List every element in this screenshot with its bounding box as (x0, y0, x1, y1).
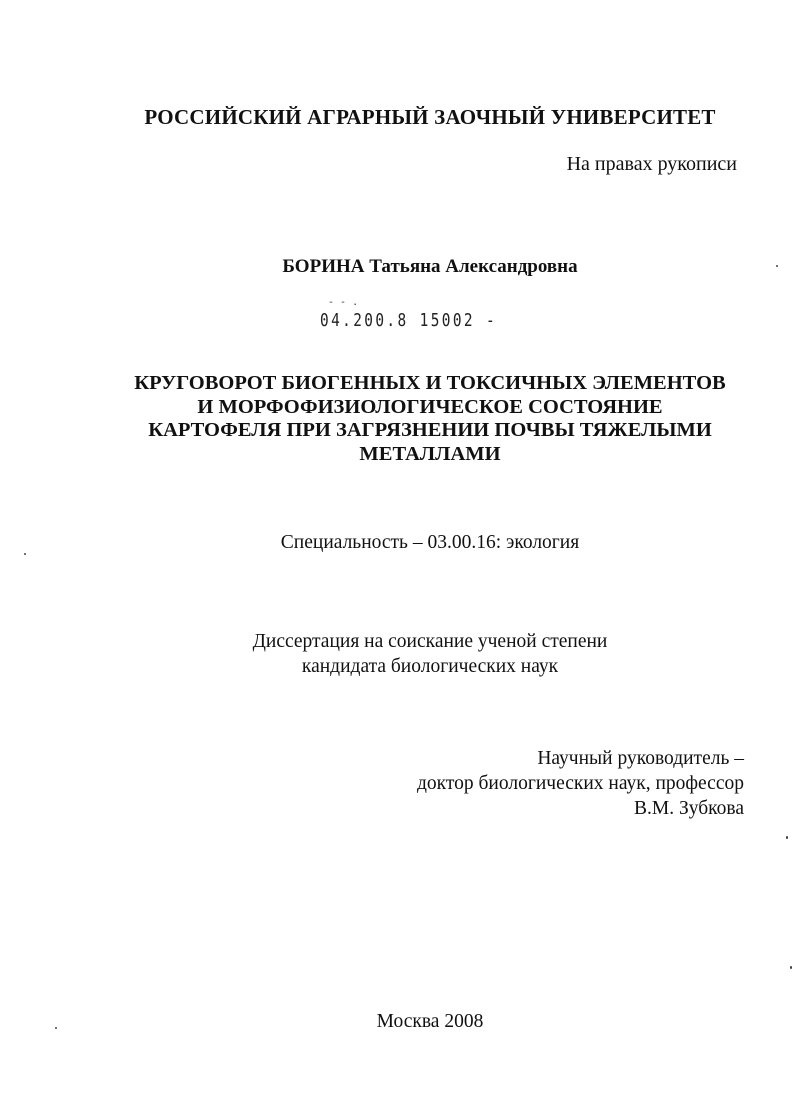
university-name: РОССИЙСКИЙ АГРАРНЫЙ ЗАОЧНЫЙ УНИВЕРСИТЕТ (144, 105, 716, 129)
title-line: МЕТАЛЛАМИ (359, 442, 501, 465)
degree-line: кандидата биологических наук (301, 656, 559, 677)
registration-stamp-number: 04.200.8 15002 (320, 310, 475, 331)
scan-speck (786, 836, 788, 839)
scan-speck (24, 553, 26, 555)
degree-statement (0, 629, 799, 679)
registration-stamp: 04.200.8 15002 - (320, 310, 498, 331)
manuscript-note: На правах рукописи (566, 153, 737, 175)
scan-speck (790, 966, 792, 969)
supervisor-block (417, 746, 744, 821)
author-surname: БОРИНА (282, 256, 365, 277)
stamp-mark: - - . (328, 297, 359, 308)
scan-speck (776, 265, 778, 267)
title-line: КАРТОФЕЛЯ ПРИ ЗАГРЯЗНЕНИИ ПОЧВЫ ТЯЖЕЛЫМИ (148, 419, 712, 441)
supervisor-role: Научный руководитель – (537, 748, 744, 769)
author-given-names: Татьяна Александровна (369, 256, 578, 277)
dissertation-title (0, 372, 799, 466)
scan-speck (55, 1027, 57, 1029)
supervisor-degree: доктор биологических наук, профессор (416, 773, 744, 794)
title-line: КРУГОВОРОТ БИОГЕННЫХ И ТОКСИЧНЫХ ЭЛЕМЕНТОВ (134, 372, 726, 394)
degree-line: Диссертация на соискание ученой степени (252, 631, 608, 652)
supervisor-name: В.М. Зубкова (634, 798, 744, 819)
city-year: Москва 2008 (376, 1011, 484, 1032)
title-line: И МОРФОФИЗИОЛОГИЧЕСКОЕ СОСТОЯНИЕ (197, 395, 663, 418)
specialty: Специальность – 03.00.16: экология (280, 532, 580, 553)
author-name (0, 256, 799, 278)
